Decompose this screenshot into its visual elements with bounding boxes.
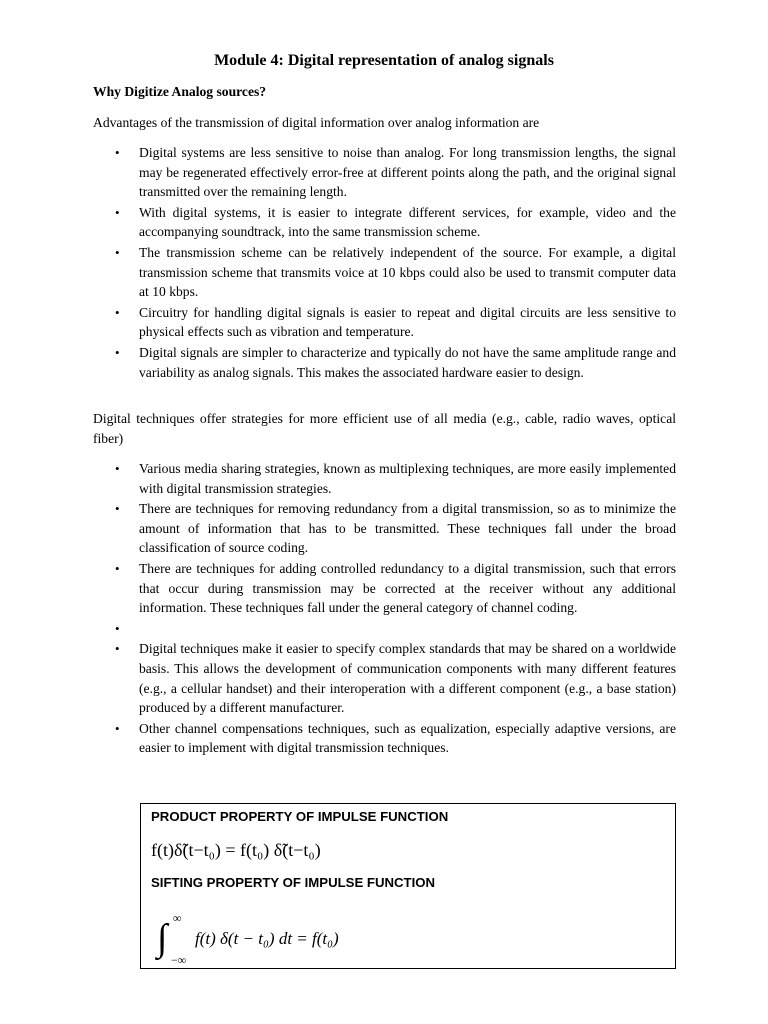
techniques-list [93,459,676,759]
product-property-equation: f(t)δ̃(t−t₀) = f(t₀) δ̃(t−t₀) [151,840,321,860]
list-item [93,459,676,498]
bullet-icon: • [115,720,120,736]
list-item-text: Other channel compensations techniques, such as equalization, especially adaptive versions, are easier to implement with digital transmission techniques. [139,720,676,756]
list-item [93,343,676,382]
list-item [93,559,676,618]
list-item [93,719,676,758]
bullet-icon: • [115,204,120,220]
bullet-icon: • [115,244,120,260]
product-property-heading: PRODUCT PROPERTY OF IMPULSE FUNCTION [151,809,449,824]
bullet-icon: • [115,620,120,636]
list-item [93,143,676,202]
list-item-text: Digital systems are less sensitive to noise than analog. For long transmission lengths, the signal may be regenerated effectively error-free at different points along the path, and the original signal transmitted over the remaining length. [139,145,676,200]
integral-sign: ∫ [157,917,168,959]
list-item [93,303,676,342]
list-item [93,203,676,242]
bullet-icon: • [115,344,120,360]
list-item-text: Digital techniques make it easier to specify complex standards that may be shared on a worldwide basis. This allows the development of communication components with many different features (e.g., a cellular handset) and their interoperation with a different component (e.g., a base station) produced by a different manufacturer. [139,641,676,716]
integrand: f(t) δ(t − t₀) dt = f(t₀) [195,929,339,948]
list-item-text: Digital signals are simpler to characterize and typically do not have the same amplitude range and variability as analog signals. This makes the associated hardware easier to design. [139,344,676,380]
bullet-icon: • [115,461,120,476]
list-item [93,499,676,558]
list-item-text: Circuitry for handling digital signals is easier to repeat and digital circuits are less sensitive to physical effects such as vibration and temperature. [139,304,676,340]
sifting-property-equation [153,908,413,968]
bullet-icon: • [115,145,120,160]
section-heading: Why Digitize Analog sources? [93,84,267,99]
list-item-text: The transmission scheme can be relatively independent of the source. For example, a digital transmission scheme that transmits voice at 10 kbps could also be used to transmit computer data at 10 kbps. [139,244,676,300]
bullet-icon: • [115,560,120,576]
page-title: Module 4: Digital representation of analog signals [214,52,554,69]
list-item-text: There are techniques for removing redundancy from a digital transmission, so as to minimize the amount of information that has to be transmitted. These techniques fall under the broad classification of source coding. [139,501,676,556]
media-paragraph: Digital techniques offer strategies for more efficient use of all media (e.g., cable, radio waves, optical fiber) [93,411,676,446]
sifting-property-heading: SIFTING PROPERTY OF IMPULSE FUNCTION [151,875,436,890]
bullet-icon: • [115,641,120,657]
advantages-list [93,143,676,383]
list-item [93,619,676,639]
list-item [93,639,676,717]
list-item-text: With digital systems, it is easier to integrate different services, for example, video and the accompanying soundtrack, into the same transmission scheme. [139,204,676,240]
list-item [93,243,676,302]
intro-paragraph: Advantages of the transmission of digital information over analog information are [93,115,540,130]
lower-limit: −∞ [171,953,187,967]
list-item-text: There are techniques for adding controlled redundancy to a digital transmission, such that errors that occur during transmission may be corrected at the receiver without any additional information. These techniques fall under the general category of channel coding. [139,560,676,616]
impulse-function-box [140,803,676,969]
bullet-icon: • [115,501,120,517]
bullet-icon: • [115,304,120,320]
list-item-text: Various media sharing strategies, known as multiplexing techniques, are more easily implemented with digital transmission strategies. [139,461,676,496]
upper-limit: ∞ [173,911,182,925]
